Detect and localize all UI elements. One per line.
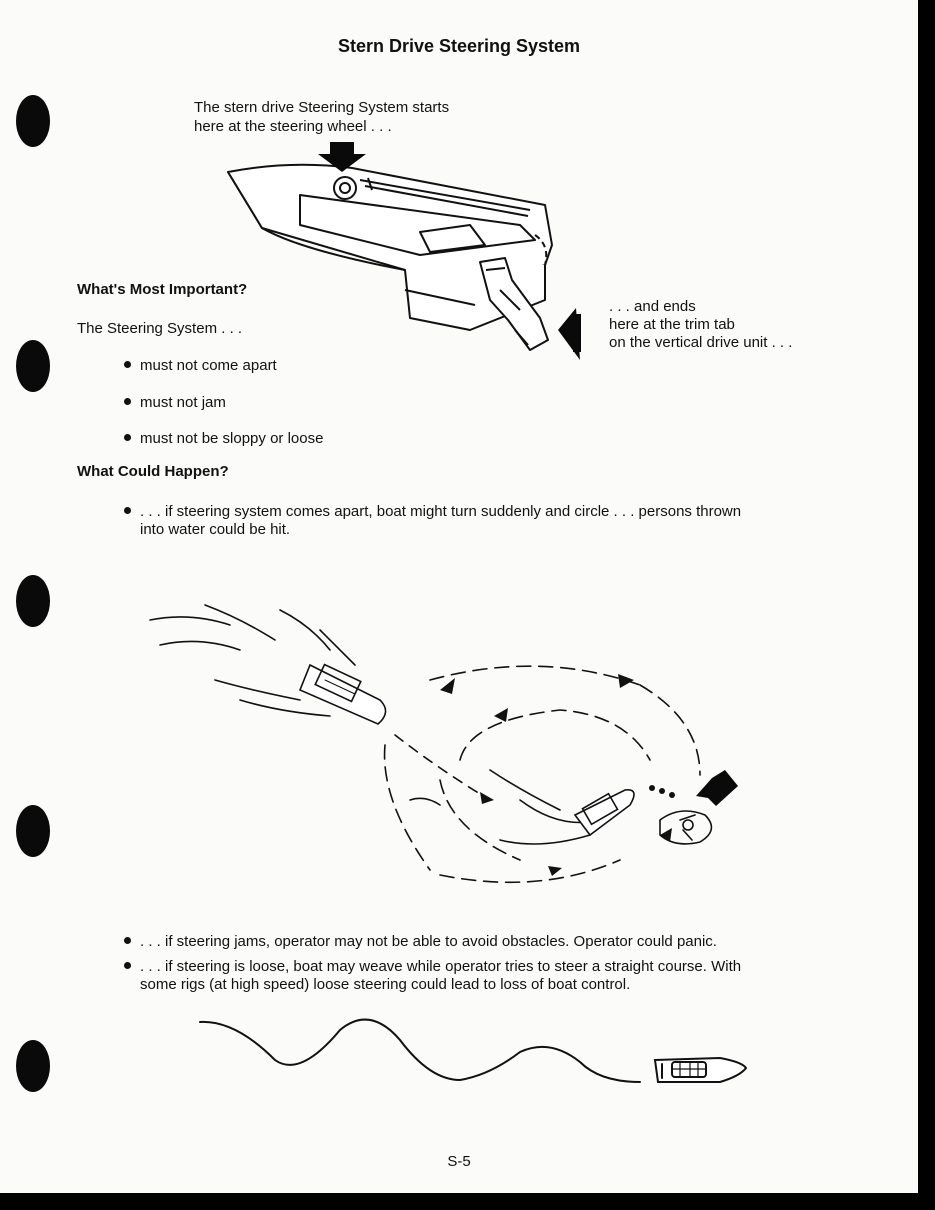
caption-end-line-2: here at the trim tab [609,316,735,333]
bullet-comes-apart-line-2: into water could be hit. [140,521,291,538]
caption-start-line-2: here at the steering wheel . . . [194,118,392,135]
bullet-comes-apart-line-1: . . . if steering system comes apart, boat might turn suddenly and circle . . . persons thrown [140,503,742,520]
bullet-must-not-be-loose: must not be sloppy or loose [140,430,324,447]
caption-start-line-1: The stern drive Steering System starts [194,99,450,116]
page-title: Stern Drive Steering System [337,36,581,56]
caption-end-line-3: on the vertical drive unit . . . [609,334,793,351]
heading-most-important: What's Most Important? [77,281,248,298]
steering-intro: The Steering System . . . [77,320,243,337]
bullet-loose-line-1: . . . if steering is loose, boat may weave while operator tries to steer a straight course. With [140,958,742,975]
bullet-loose-line-2: some rigs (at high speed) loose steering could lead to loss of boat control. [140,976,631,993]
bullet-jams: . . . if steering jams, operator may not be able to avoid obstacles. Operator could panic. [140,933,717,950]
bullet-must-not-jam: must not jam [140,394,226,411]
page-number: S-5 [447,1153,471,1170]
bullet-must-not-come-apart: must not come apart [140,357,277,374]
heading-what-could-happen: What Could Happen? [77,463,229,480]
caption-end-line-1: . . . and ends [609,298,696,315]
